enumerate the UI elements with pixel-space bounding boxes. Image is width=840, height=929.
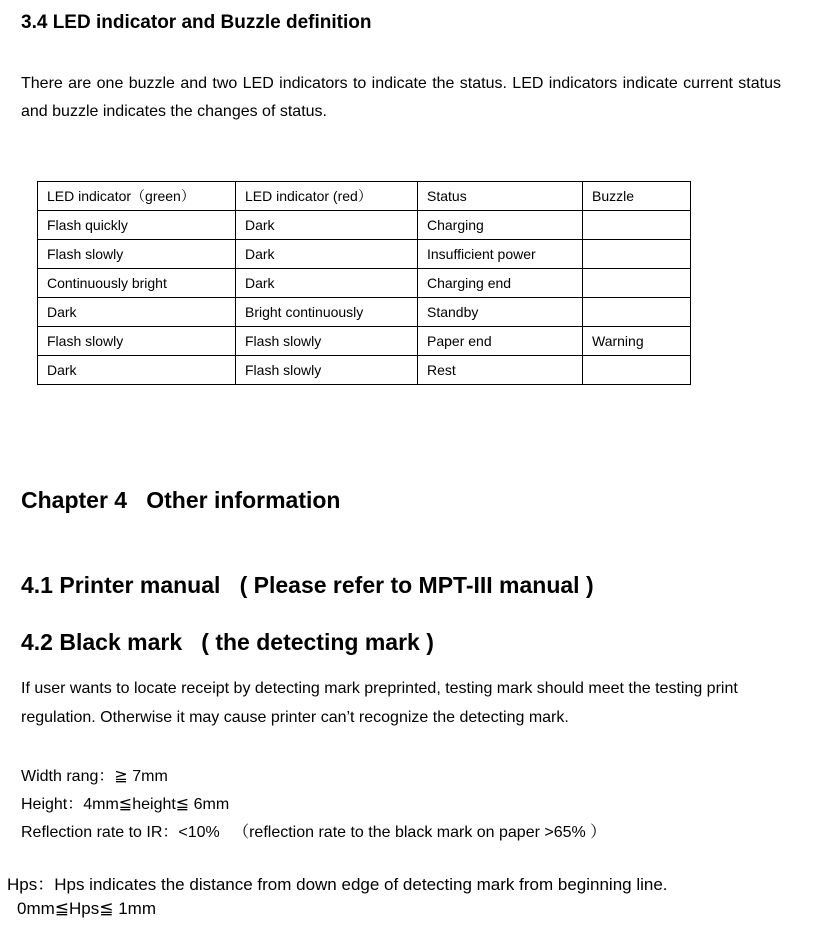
subsection-4-2-title: 4.2 Black mark ( the detecting mark ) bbox=[21, 629, 434, 655]
table-cell: Insufficient power bbox=[418, 240, 583, 269]
table-row bbox=[38, 298, 691, 327]
black-mark-paragraph: If user wants to locate receipt by detecting mark preprinted, testing mark should meet the testing print regulation. Otherwise it may cause printer can’t recognize the detecting mark. bbox=[21, 680, 738, 726]
header-cell-buzzle: Buzzle bbox=[583, 182, 691, 211]
table-cell: Charging end bbox=[418, 269, 583, 298]
table-cell bbox=[583, 211, 691, 240]
table-cell: Charging bbox=[418, 211, 583, 240]
table-row bbox=[38, 211, 691, 240]
chapter-title: Chapter 4 Other information bbox=[21, 487, 341, 513]
subsection-4-1-title: 4.1 Printer manual ( Please refer to MPT-III manual ) bbox=[21, 572, 594, 598]
table-row bbox=[38, 356, 691, 385]
table-cell: Flash slowly bbox=[236, 356, 418, 385]
led-status-table bbox=[37, 181, 691, 385]
table-cell: Flash quickly bbox=[38, 211, 236, 240]
table-cell bbox=[583, 240, 691, 269]
table-row bbox=[38, 240, 691, 269]
table-cell: Continuously bright bbox=[38, 269, 236, 298]
intro-paragraph: There are one buzzle and two LED indicators to indicate the status. LED indicators indicate current status and buzzle indicates the changes of status. bbox=[21, 75, 781, 120]
table-row bbox=[38, 327, 691, 356]
table-header-row bbox=[38, 182, 691, 211]
table-cell: Dark bbox=[38, 356, 236, 385]
spec-width: Width rang：≧ 7mm bbox=[21, 768, 168, 785]
spec-reflection: Reflection rate to IR：<10% （reflection rate to the black mark on paper >65% ） bbox=[21, 824, 607, 841]
table-cell: Flash slowly bbox=[38, 327, 236, 356]
table-cell: Rest bbox=[418, 356, 583, 385]
hps-range: 0mm≦Hps≦ 1mm bbox=[17, 899, 156, 918]
header-cell-red: LED indicator (red） bbox=[236, 182, 418, 211]
header-cell-status: Status bbox=[418, 182, 583, 211]
table-cell: Paper end bbox=[418, 327, 583, 356]
table-cell: Warning bbox=[583, 327, 691, 356]
hps-definition: Hps：Hps indicates the distance from down edge of detecting mark from beginning line. bbox=[7, 875, 668, 894]
table-cell: Flash slowly bbox=[236, 327, 418, 356]
spec-height: Height：4mm≦height≦ 6mm bbox=[21, 796, 230, 813]
table-cell: Bright continuously bbox=[236, 298, 418, 327]
table-cell bbox=[583, 356, 691, 385]
led-table-body bbox=[38, 182, 691, 385]
table-cell: Dark bbox=[236, 211, 418, 240]
table-cell: Dark bbox=[38, 298, 236, 327]
table-cell: Flash slowly bbox=[38, 240, 236, 269]
table-cell: Standby bbox=[418, 298, 583, 327]
table-cell: Dark bbox=[236, 240, 418, 269]
table-cell bbox=[583, 269, 691, 298]
table-row bbox=[38, 269, 691, 298]
table-cell: Dark bbox=[236, 269, 418, 298]
table-cell bbox=[583, 298, 691, 327]
section-title: 3.4 LED indicator and Buzzle definition bbox=[21, 12, 372, 33]
header-cell-green: LED indicator（green） bbox=[38, 182, 236, 211]
